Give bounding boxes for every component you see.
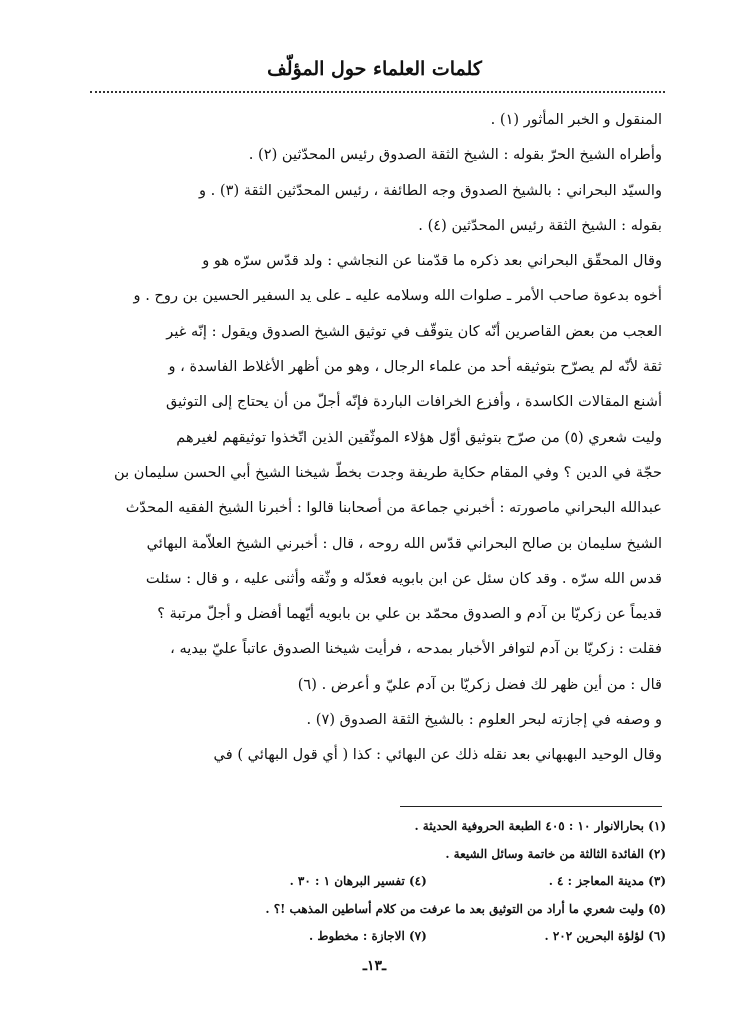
body-line: قال : من أين ظهر لك فضل زكريّا بن آدم عليّ و أعرض . (٦) xyxy=(297,675,662,693)
footnote-3: (٣) مدينة المعاجز : ٤ . xyxy=(548,874,666,888)
body-line: و وصفه في إجازته لبحر العلوم : بالشيخ الثقة الصدوق (٧) . xyxy=(306,711,662,729)
footnote-row-6-7 xyxy=(130,923,666,951)
header-dotted-rule xyxy=(90,91,665,93)
footnote-6: (٦) لؤلؤة البحرين ٢٠٢ . xyxy=(544,929,666,943)
body-line: بقوله : الشيخ الثقة رئيس المحدّثين (٤) . xyxy=(418,216,662,234)
body-line: وأطراه الشيخ الحرّ بقوله : الشيخ الثقة الصدوق رئيس المحدّثين (٢) . xyxy=(248,146,662,164)
footnote-1: (١) بحارالانوار ١٠ : ٤٠٥ الطبعة الحروفية الحديثة . xyxy=(414,819,666,833)
body-line: الشيخ سليمان بن صالح البحراني قدّس الله روحه ، قال : أخبرني الشيخ العلاّمة البهائي xyxy=(146,534,662,552)
body-line: عبدالله البحراني ماصورته : أخبرني جماعة من أصحابنا قالوا : أخبرنا الشيخ الفقيه المحدّث xyxy=(125,499,662,517)
body-line: المنقول و الخبر المأثور (١) . xyxy=(490,111,662,128)
body-text xyxy=(90,102,662,773)
footnote-2: (٢) الفائدة الثالثة من خاتمة وسائل الشيعة . xyxy=(445,846,666,861)
body-line: والسيّد البحراني : بالشيخ الصدوق وجه الطائفة ، رئيس المحدّثين الثقة (٣) . و xyxy=(198,181,662,199)
body-line: قدس الله سرّه . وقد كان سئل عن ابن بابويه فعدّله و وثّقه وأثنى عليه ، و قال : سئلت xyxy=(145,569,662,587)
body-line: وليت شعري (٥) من صرّح بتوثيق أوّل هؤلاء الموثّقين الذين اتّخذوا توثيقهم لغيرهم xyxy=(176,428,662,446)
page-number: ـ١٣ـ xyxy=(362,958,387,974)
body-line: أشنع المقالات الكاسدة ، وأفزع الخرافات الباردة فإنّه أجلّ من أن يحتاج إلى التوثيق xyxy=(165,393,662,411)
footnote-4: (٤) تفسير البرهان ١ : ٣٠ . xyxy=(289,874,427,888)
body-line: ثقة لأنّه لم يصرّح بتوثيقه أحد من علماء الرجال ، وهو من أظهر الأغلاط الفاسدة ، و xyxy=(168,358,662,376)
footnote-7: (٧) الاجازة : مخطوط . xyxy=(309,929,427,943)
footnote-5: (٥) وليت شعري ما أراد من التوثيق بعد ما عرفت من كلام أساطين المذهب !؟ . xyxy=(265,901,666,916)
footnote-row-3-4 xyxy=(130,868,666,896)
footnote-separator xyxy=(400,806,662,807)
footnotes xyxy=(130,813,666,951)
body-line: العجب من بعض القاصرين أنّه كان يتوقّف في توثيق الشيخ الصدوق ويقول : إنّه غير xyxy=(166,322,662,340)
body-line: فقلت : زكريّا بن آدم لتوافر الأخبار بمدحه ، فرأيت شيخنا الصدوق عاتباً عليّ بيديه ، xyxy=(170,640,662,658)
body-line: وقال الوحيد البهبهاني بعد نقله ذلك عن البهائي : كذا ( أي قول البهائي ) في xyxy=(213,746,662,764)
body-line: أخوه بدعوة صاحب الأمر ـ صلوات الله وسلامه عليه ـ على يد السفير الحسين بن روح . و xyxy=(133,287,662,305)
body-line: وقال المحقّق البحراني بعد ذكره ما قدّمنا عن النجاشي : ولد قدّس سرّه هو و xyxy=(202,252,662,270)
page-header-title: كلمات العلماء حول المؤلّف xyxy=(267,58,482,80)
body-line: حجّة في الدين ؟ وفي المقام حكاية طريفة وجدت بخطّ شيخنا الشيخ أبي الحسن سليمان بن xyxy=(113,463,662,481)
body-line: قديماً عن زكريّا بن آدم و الصدوق محمّد بن علي بن بابويه أيّهما أفضل و أجلّ مرتبة ؟ xyxy=(157,605,662,623)
